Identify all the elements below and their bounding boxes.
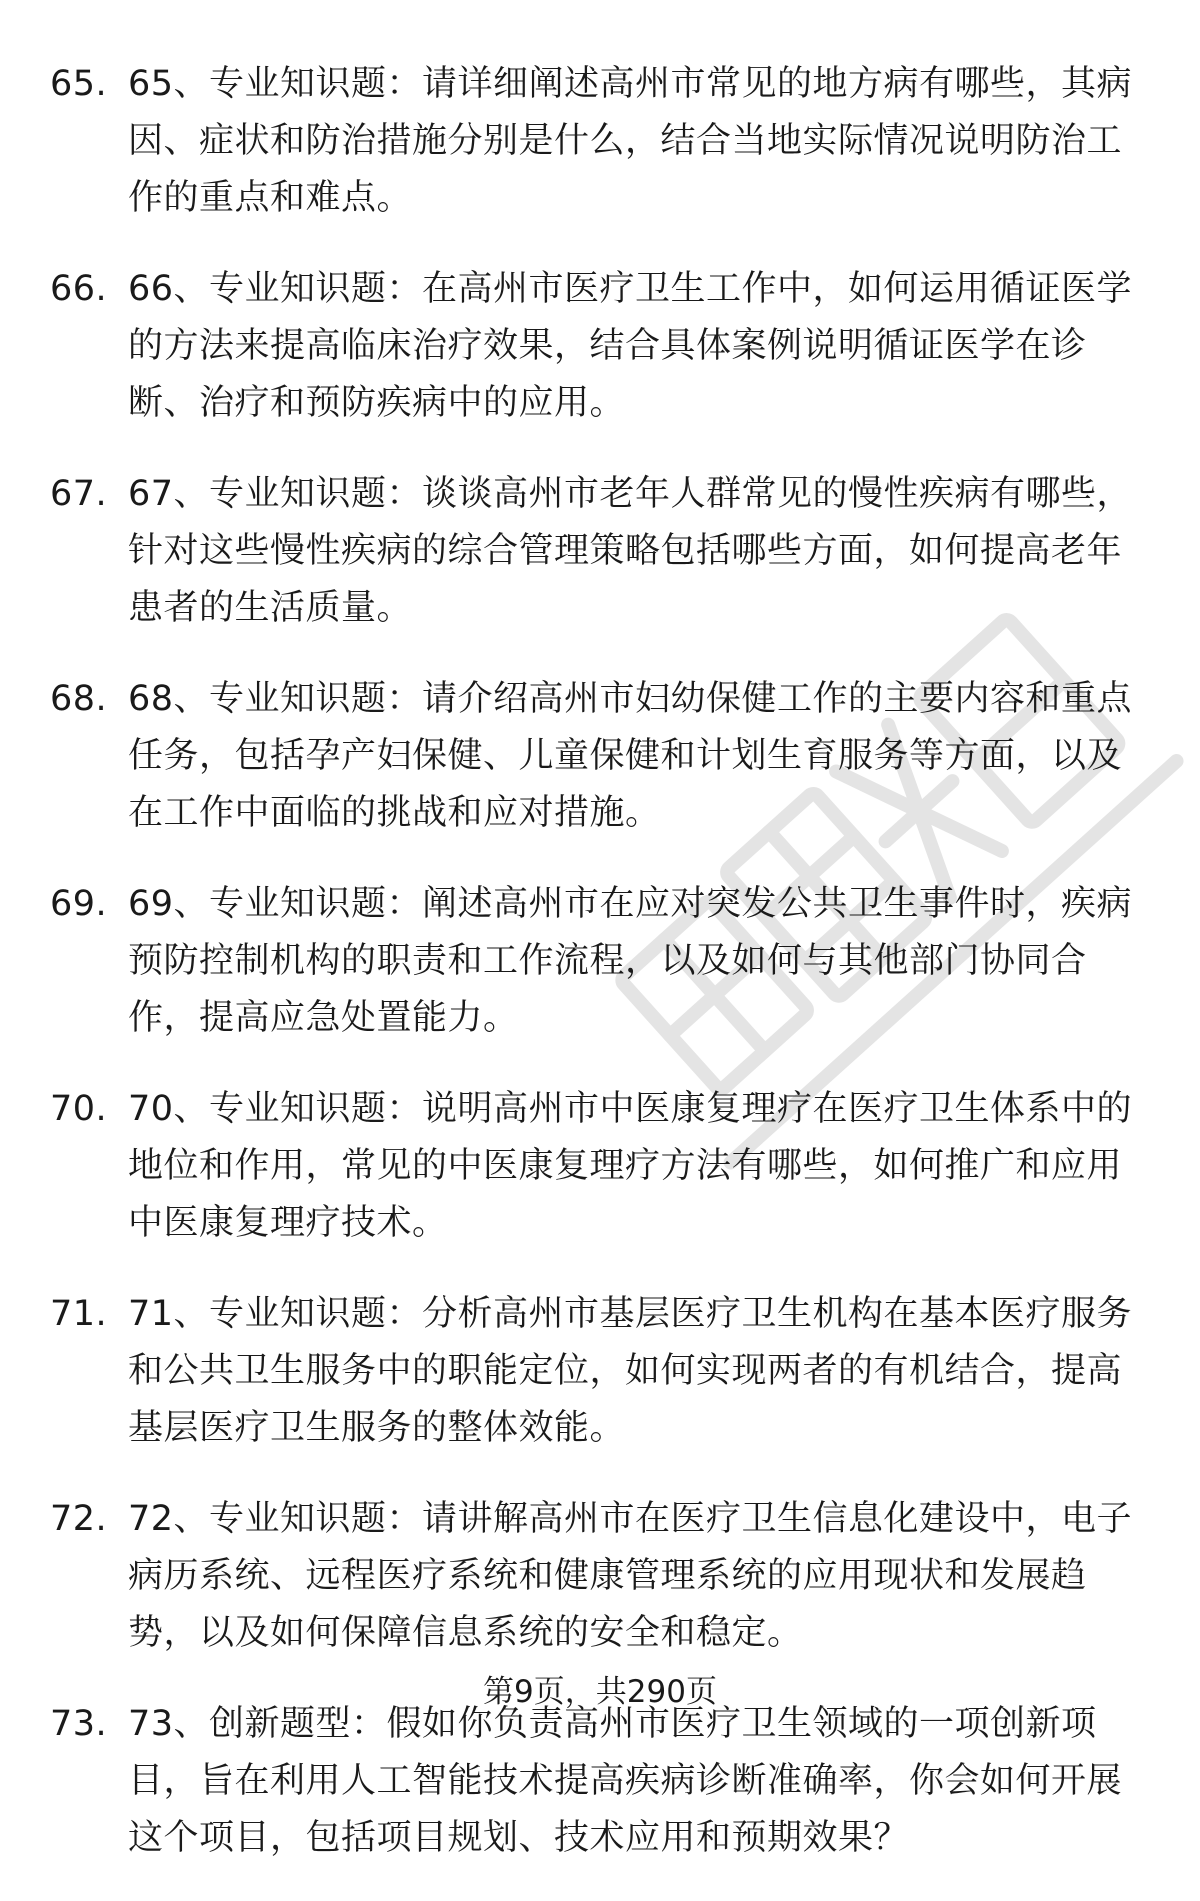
question-text: 69、专业知识题：阐述高州市在应对突发公共卫生事件时，疾病预防控制机构的职责和工作流程，以及如何与其他部门协同合作，提高应急处置能力。: [128, 884, 1133, 1038]
question-text: 73、创新题型：假如你负责高州市医疗卫生领域的一项创新项目，旨在利用人工智能技术提高疾病诊断准确率，你会如何开展这个项目，包括项目规划、技术应用和预期效果？: [128, 1704, 1123, 1858]
question-text: 67、专业知识题：谈谈高州市老年人群常见的慢性疾病有哪些，针对这些慢性疾病的综合管理策略包括哪些方面，如何提高老年患者的生活质量。: [128, 474, 1133, 628]
question-number: 65.: [50, 64, 108, 104]
question-item-68: [0, 671, 1200, 842]
question-number: 72.: [50, 1499, 108, 1539]
question-item-66: [0, 261, 1200, 432]
question-item-72: [0, 1491, 1200, 1662]
question-item-65: [0, 56, 1200, 227]
question-item-70: [0, 1081, 1200, 1252]
question-text: 71、专业知识题：分析高州市基层医疗卫生机构在基本医疗服务和公共卫生服务中的职能定位，如何实现两者的有机结合，提高基层医疗卫生服务的整体效能。: [128, 1294, 1133, 1448]
question-number: 69.: [50, 884, 108, 924]
question-list: [0, 56, 1200, 1901]
question-text: 66、专业知识题：在高州市医疗卫生工作中，如何运用循证医学的方法来提高临床治疗效果，结合具体案例说明循证医学在诊断、治疗和预防疾病中的应用。: [128, 269, 1133, 423]
question-number: 68.: [50, 679, 108, 719]
question-text: 70、专业知识题：说明高州市中医康复理疗在医疗卫生体系中的地位和作用，常见的中医康复理疗方法有哪些，如何推广和应用中医康复理疗技术。: [128, 1089, 1133, 1243]
question-item-67: [0, 466, 1200, 637]
question-number: 71.: [50, 1294, 108, 1334]
question-number: 66.: [50, 269, 108, 309]
question-number: 73.: [50, 1704, 108, 1744]
question-number: 67.: [50, 474, 108, 514]
question-number: 70.: [50, 1089, 108, 1129]
question-text: 68、专业知识题：请介绍高州市妇幼保健工作的主要内容和重点任务，包括孕产妇保健、儿童保健和计划生育服务等方面，以及在工作中面临的挑战和应对措施。: [128, 679, 1133, 833]
page-footer: [0, 1672, 1200, 1712]
question-text: 65、专业知识题：请详细阐述高州市常见的地方病有哪些，其病因、症状和防治措施分别是什么，结合当地实际情况说明防治工作的重点和难点。: [128, 64, 1133, 218]
question-item-73: [0, 1696, 1200, 1867]
page-number-label: 第9页，共290页: [483, 1674, 717, 1710]
question-item-69: [0, 876, 1200, 1047]
question-item-71: [0, 1286, 1200, 1457]
question-text: 72、专业知识题：请讲解高州市在医疗卫生信息化建设中，电子病历系统、远程医疗系统和健康管理系统的应用现状和发展趋势，以及如何保障信息系统的安全和稳定。: [128, 1499, 1133, 1653]
